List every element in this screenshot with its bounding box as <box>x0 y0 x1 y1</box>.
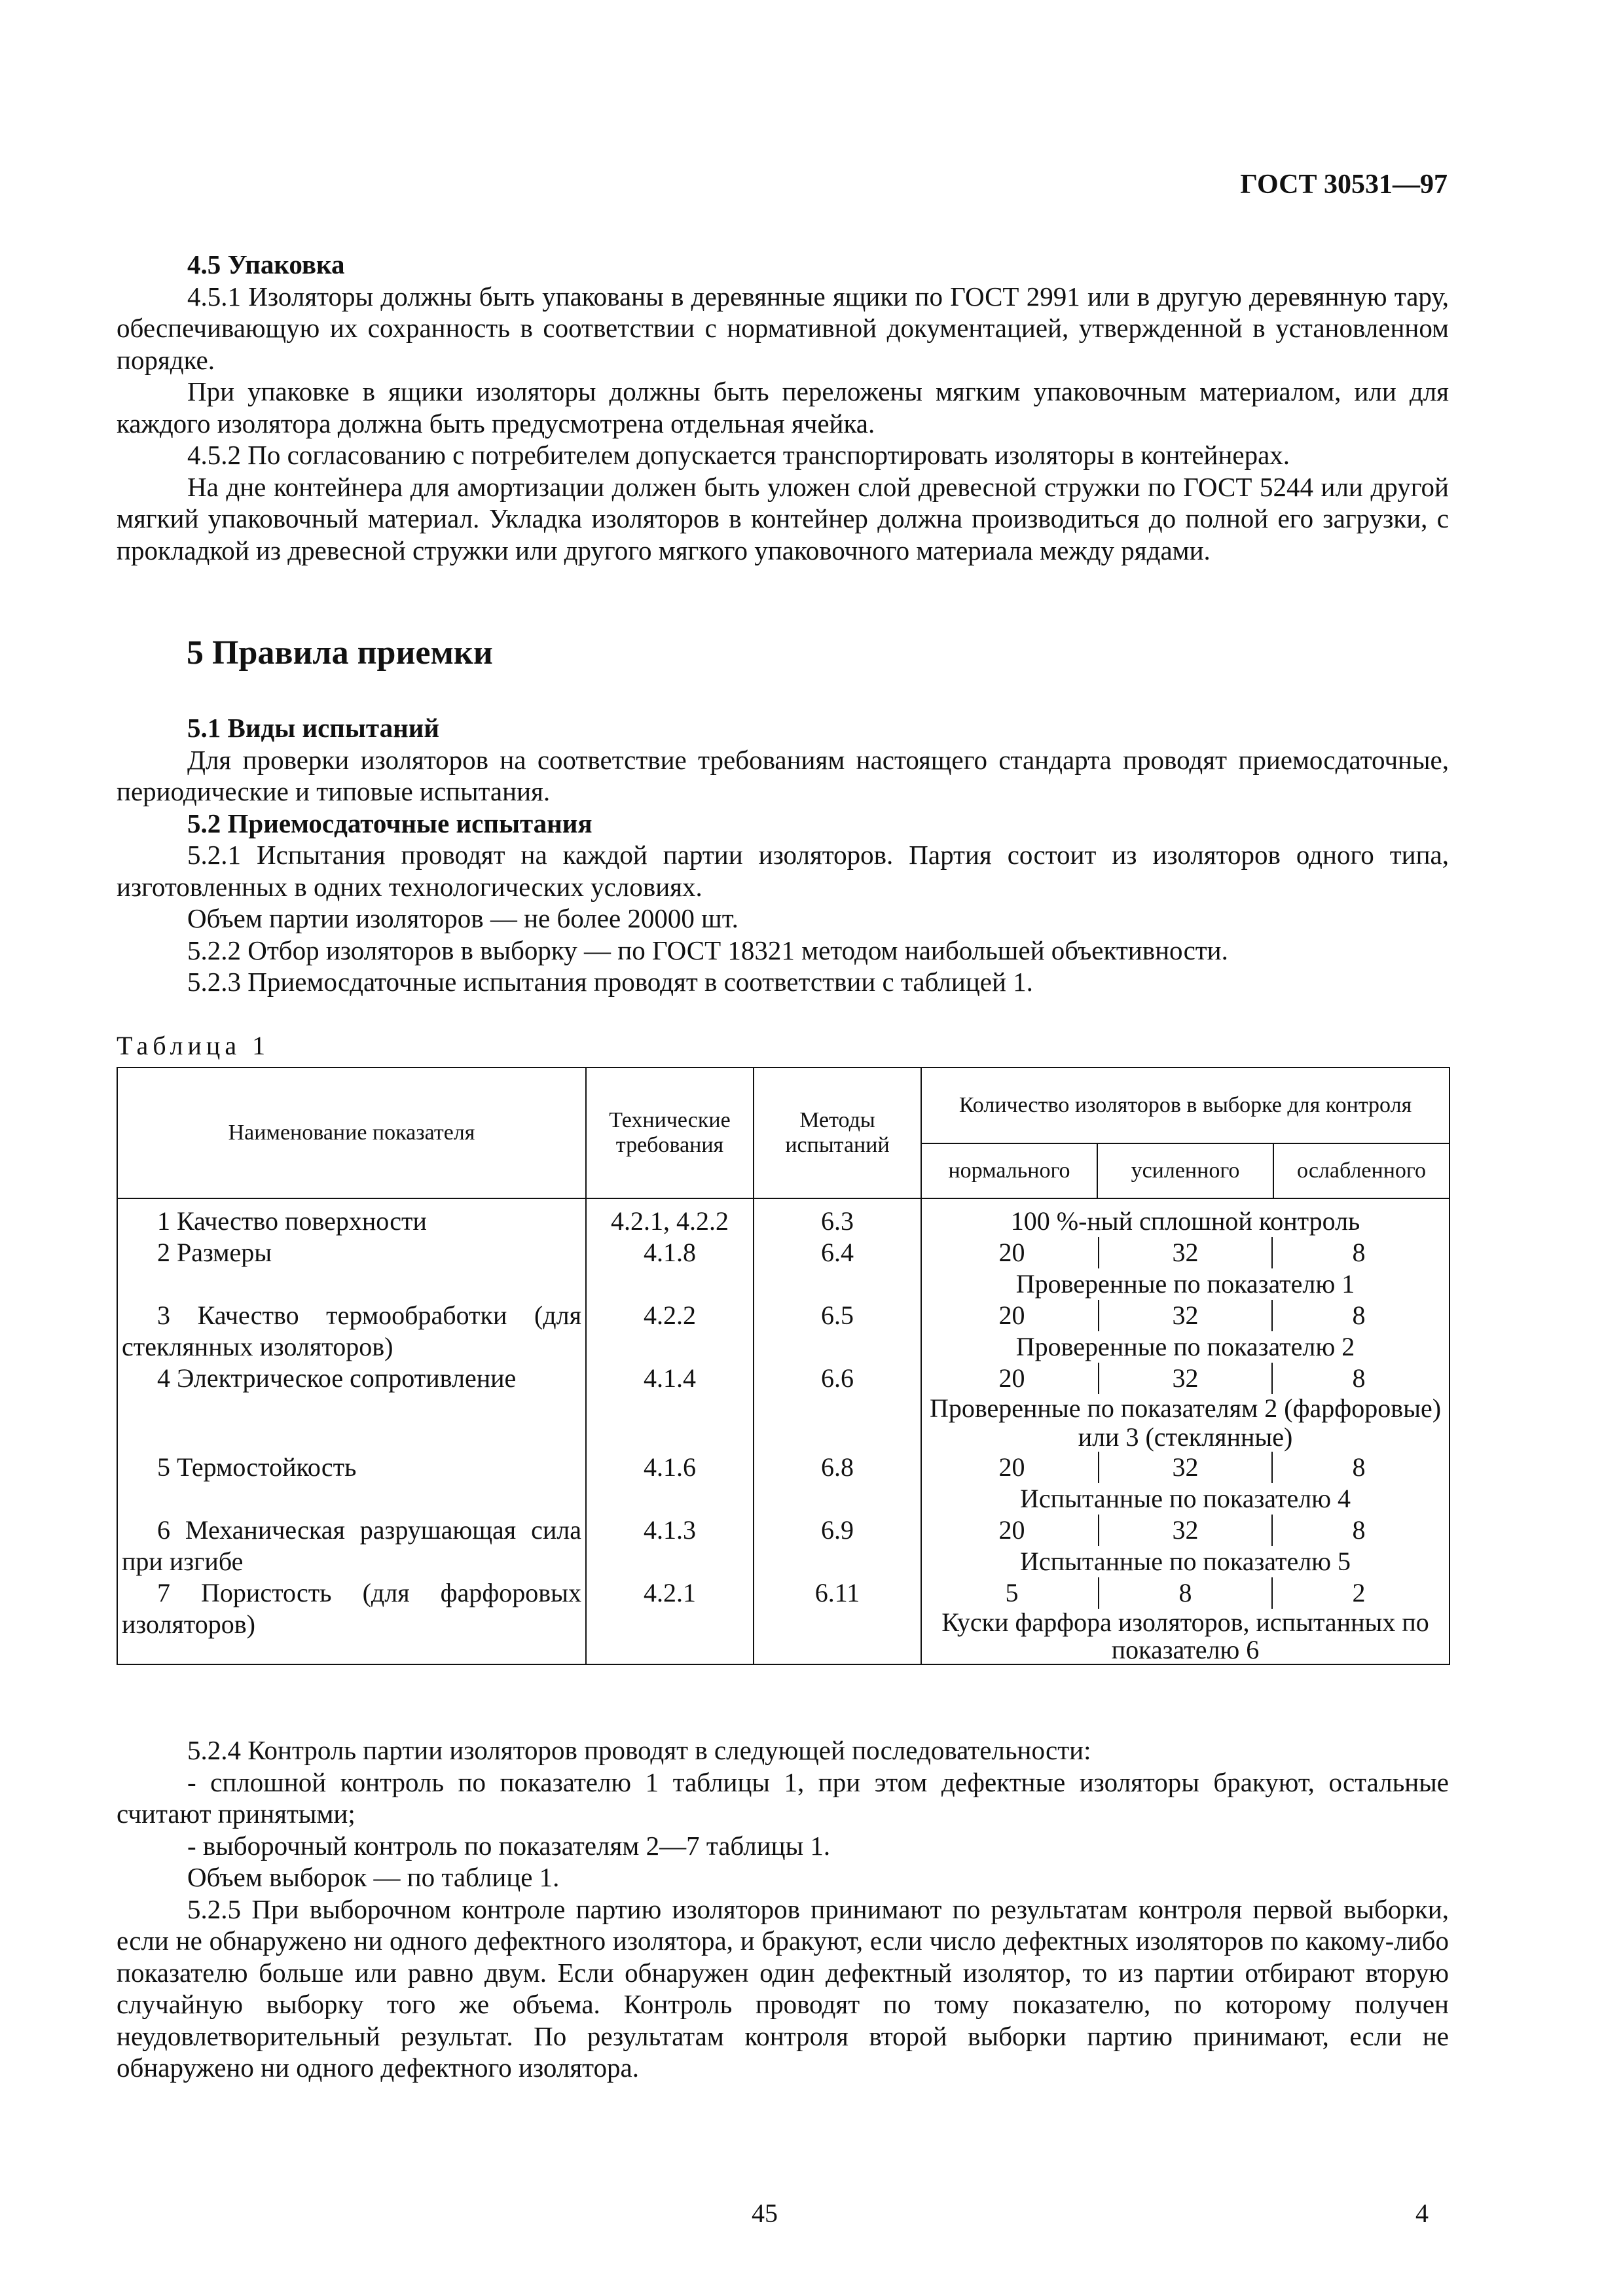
table-row <box>117 1300 1450 1363</box>
table-row <box>117 1198 1450 1237</box>
row-method: 6.5 <box>754 1300 921 1363</box>
row-method: 6.3 <box>754 1198 921 1237</box>
count-normal: 20 <box>998 1363 1025 1393</box>
count-tightened: 32 <box>1098 1452 1271 1483</box>
row-sample-cell <box>921 1577 1450 1664</box>
standard-code-header: ГОСТ 30531—97 <box>1240 170 1448 200</box>
row-requirements: 4.2.1, 4.2.2 <box>586 1198 754 1237</box>
row-sample-note: Куски фарфора изоляторов, испытанных по показателю 6 <box>941 1607 1429 1664</box>
acceptance-tests-table <box>117 1067 1450 1665</box>
row-name: 6 Механическая разрушающая сила при изгибе <box>117 1515 586 1577</box>
paragraph-container: На дне контейнера для амортизации должен быть уложен слой древесной стружки по ГОСТ 5244 или другой мягкий упаковочный материал. Укладка изоляторов в контейнер должна производиться до полной его загрузки, с прокладкой из древесной стружки или другого мягкого упаковочного материала между рядами. <box>117 471 1449 565</box>
count-normal: 20 <box>998 1300 1025 1330</box>
count-normal: 5 <box>1005 1578 1019 1607</box>
sample-counts <box>926 1577 1445 1609</box>
count-reduced: 8 <box>1271 1452 1445 1483</box>
table-caption: Таблица 1 <box>117 1031 270 1060</box>
row-requirements: 4.1.8 <box>586 1237 754 1300</box>
section-5-1-title: 5.1 Виды испытаний <box>187 713 439 743</box>
paragraph-5-2-2: 5.2.2 Отбор изоляторов в выборку — по ГОСТ 18321 методом наибольшей объективности. <box>187 935 1228 965</box>
row-method: 6.9 <box>754 1515 921 1577</box>
row-name: 3 Качество термообработки (для стеклянных изоляторов) <box>117 1300 586 1363</box>
row-sample-cell <box>921 1515 1450 1577</box>
section-5-2-title: 5.2 Приемосдаточные испытания <box>187 808 593 838</box>
row-name: 4 Электрическое сопротивление <box>117 1363 586 1452</box>
sample-counts <box>926 1363 1445 1394</box>
header-test-methods: Методы испытаний <box>754 1067 921 1198</box>
sample-counts <box>926 1452 1445 1483</box>
paragraph-lot-size: Объем партии изоляторов — не более 20000 шт. <box>187 903 739 933</box>
section-4-5-title: 4.5 Упаковка <box>187 249 345 279</box>
paragraph-sample-volume: Объем выборок — по таблице 1. <box>187 1862 560 1892</box>
row-sample-cell <box>921 1300 1450 1363</box>
row-method: 6.6 <box>754 1363 921 1452</box>
count-tightened: 32 <box>1098 1300 1271 1331</box>
paragraph-5-2-5: 5.2.5 При выборочном контроле партию изоляторов принимают по результатам контроля первой выборки, если не обнаружено ни одного дефектного изолятора, и бракуют, если число дефектных изоляторов по какому-либо показателю больше или равно двум. Если обнаружен один дефектный изолятор, то из партии отбирают вторую случайную выборку того же объема. Контроль проводят по тому показателю, по которому получен неудовлетворительный результат. По результатам контроля второй выборки партию принимают, если не обнаружено ни одного дефектного изолятора. <box>117 1893 1449 2083</box>
paragraph-5-2-3: 5.2.3 Приемосдаточные испытания проводят в соответствии с таблицей 1. <box>187 967 1033 997</box>
row-sample-note: Проверенные по показателям 2 (фарфоровые) или 3 (стеклянные) <box>929 1393 1442 1452</box>
row-sample-note: Испытанные по показателю 4 <box>1019 1484 1351 1513</box>
table-row <box>117 1577 1450 1664</box>
count-tightened: 32 <box>1098 1363 1271 1394</box>
header-technical-requirements: Технические требования <box>586 1067 754 1198</box>
row-sample-note: Проверенные по показателю 2 <box>1015 1332 1355 1361</box>
row-name: 2 Размеры <box>117 1237 586 1300</box>
paragraph-5-2-1: 5.2.1 Испытания проводят на каждой партии изоляторов. Партия состоит из изоляторов одного типа, изготовленных в одних технологических условиях. <box>117 840 1449 902</box>
header-normal: нормального <box>921 1143 1097 1198</box>
header-reduced: ослабленного <box>1273 1143 1450 1198</box>
count-reduced: 8 <box>1271 1363 1445 1394</box>
row-method: 6.4 <box>754 1237 921 1300</box>
row-method: 6.8 <box>754 1452 921 1515</box>
sample-counts <box>926 1237 1445 1268</box>
row-requirements: 4.1.3 <box>586 1515 754 1577</box>
count-tightened: 32 <box>1098 1515 1271 1546</box>
page-number-right: 4 <box>1415 2198 1429 2228</box>
header-sample-count: Количество изоляторов в выборке для контроля <box>921 1067 1450 1143</box>
dash-item-sample-control: - выборочный контроль по показателям 2—7 таблицы 1. <box>187 1830 831 1861</box>
count-tightened: 8 <box>1098 1577 1271 1609</box>
header-tightened: усиленного <box>1097 1143 1273 1198</box>
row-name: 7 Пористость (для фарфоровых изоляторов) <box>117 1577 586 1664</box>
row-sample-cell <box>921 1452 1450 1515</box>
paragraph-4-5-2: 4.5.2 По согласованию с потребителем допускается транспортировать изоляторы в контейнерах. <box>187 440 1290 470</box>
section-5-2-4 <box>117 1734 1449 2084</box>
table-row <box>117 1363 1450 1452</box>
table-row <box>117 1237 1450 1300</box>
row-method: 6.11 <box>754 1577 921 1664</box>
row-sample-note: Испытанные по показателю 5 <box>1019 1547 1351 1576</box>
paragraph-4-5-1: 4.5.1 Изоляторы должны быть упакованы в деревянные ящики по ГОСТ 2991 или в другую деревянную тару, обеспечивающую их сохранность в соответствии с нормативной документацией, утвержденной в установленном порядке. <box>117 281 1449 375</box>
row-requirements: 4.2.1 <box>586 1577 754 1664</box>
paragraph-5-2-4: 5.2.4 Контроль партии изоляторов проводят в следующей последовательности: <box>187 1735 1091 1765</box>
sample-counts <box>926 1300 1445 1331</box>
section-5-title: 5 Правила приемки <box>187 634 493 672</box>
header-indicator-name: Наименование показателя <box>117 1067 586 1198</box>
row-sample-note: Проверенные по показателю 1 <box>1015 1269 1355 1299</box>
section-5-1-5-2 <box>117 712 1449 998</box>
count-normal: 20 <box>998 1238 1025 1267</box>
count-reduced: 2 <box>1271 1577 1445 1609</box>
page-number-center: 45 <box>752 2198 778 2228</box>
row-sample-cell <box>921 1237 1450 1300</box>
row-requirements: 4.1.4 <box>586 1363 754 1452</box>
count-reduced: 8 <box>1271 1237 1445 1268</box>
row-name: 1 Качество поверхности <box>117 1198 586 1237</box>
dash-item-full-control: - сплошной контроль по показателю 1 таблицы 1, при этом дефектные изоляторы бракуют, остальные считают принятыми; <box>117 1767 1449 1829</box>
count-tightened: 32 <box>1098 1237 1271 1268</box>
row-sample-cell <box>921 1363 1450 1452</box>
row-requirements: 4.2.2 <box>586 1300 754 1363</box>
paragraph-packing: При упаковке в ящики изоляторы должны быть переложены мягким упаковочным материалом, или для каждого изолятора должна быть предусмотрена отдельная ячейка. <box>117 376 1449 439</box>
row-name: 5 Термостойкость <box>117 1452 586 1515</box>
section-4-5 <box>117 249 1449 566</box>
paragraph-5-1: Для проверки изоляторов на соответствие требованиям настоящего стандарта проводят приемосдаточные, периодические и типовые испытания. <box>117 744 1449 806</box>
table-row <box>117 1515 1450 1577</box>
count-reduced: 8 <box>1271 1515 1445 1546</box>
table-row <box>117 1452 1450 1515</box>
count-normal: 20 <box>998 1452 1025 1482</box>
row-requirements: 4.1.6 <box>586 1452 754 1515</box>
count-normal: 20 <box>998 1515 1025 1545</box>
sample-counts <box>926 1515 1445 1546</box>
count-reduced: 8 <box>1271 1300 1445 1331</box>
row-control-note: 100 %-ный сплошной контроль <box>921 1198 1450 1237</box>
